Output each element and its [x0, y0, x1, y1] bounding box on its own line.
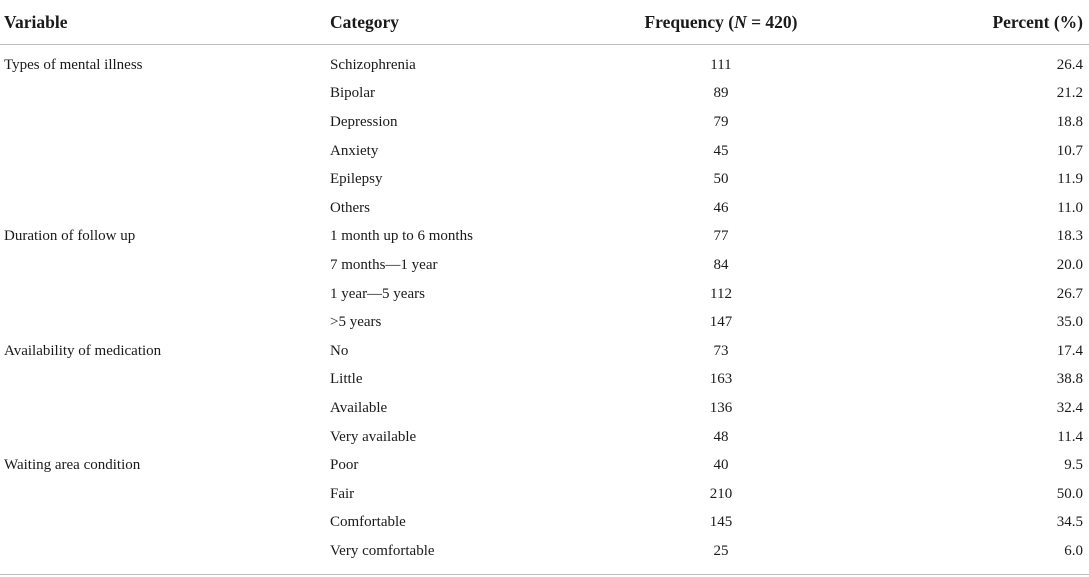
table-row: [0, 537, 1089, 566]
cell-variable: [0, 280, 330, 309]
table-row: [0, 165, 1089, 194]
cell-percent: 38.8: [1056, 371, 1083, 388]
cell-frequency: 77: [713, 228, 729, 245]
cell-variable: Waiting area condition: [4, 457, 141, 474]
cell-category: 1 month up to 6 months: [330, 228, 473, 245]
cell-variable: [0, 509, 330, 538]
cell-category: Poor: [330, 457, 359, 474]
cell-percent: 6.0: [1064, 542, 1083, 559]
cell-category: Fair: [330, 485, 355, 502]
cell-frequency: 84: [713, 256, 729, 273]
cell-category: Schizophrenia: [330, 56, 416, 73]
header-variable: Variable: [0, 0, 330, 45]
table-row: [0, 337, 1089, 366]
cell-frequency: 46: [713, 199, 729, 216]
cell-percent: 11.9: [1057, 171, 1083, 188]
cell-frequency: 145: [709, 514, 733, 531]
table-row: [0, 108, 1089, 137]
table-row: [0, 451, 1089, 480]
cell-variable: [0, 108, 330, 137]
cell-category: No: [330, 342, 349, 359]
cell-variable: Availability of medication: [4, 342, 162, 359]
table-row: [0, 45, 1089, 80]
table-bottom-rule: [0, 574, 1089, 575]
cell-frequency: 40: [713, 457, 729, 474]
cell-percent: 21.2: [1056, 85, 1083, 102]
cell-percent: 50.0: [1056, 485, 1083, 502]
table-row: [0, 280, 1089, 309]
table-body: [0, 45, 1089, 566]
cell-category: Little: [330, 371, 363, 388]
table-row: [0, 223, 1089, 252]
cell-percent: 17.4: [1056, 342, 1083, 359]
cell-frequency: 73: [713, 342, 729, 359]
cell-variable: Types of mental illness: [4, 56, 143, 73]
cell-percent: 32.4: [1056, 399, 1083, 416]
cell-percent: 9.5: [1064, 457, 1083, 474]
cell-category: Depression: [330, 113, 398, 130]
cell-percent: 11.4: [1057, 428, 1083, 445]
header-frequency-suffix: = 420): [746, 11, 798, 32]
cell-frequency: 50: [713, 171, 729, 188]
cell-frequency: 112: [710, 285, 732, 302]
header-category: Category: [330, 0, 588, 45]
cell-percent: 11.0: [1057, 199, 1083, 216]
table-header-row: [0, 0, 1089, 45]
cell-variable: Duration of follow up: [4, 228, 136, 245]
cell-category: Very comfortable: [330, 542, 435, 559]
cell-variable: [0, 394, 330, 423]
cell-category: Anxiety: [330, 142, 379, 159]
table-row: [0, 423, 1089, 452]
cell-category: Comfortable: [330, 514, 406, 531]
cell-variable: [0, 165, 330, 194]
cell-percent: 26.4: [1056, 56, 1083, 73]
cell-frequency: 89: [713, 85, 729, 102]
cell-category: Very available: [330, 428, 417, 445]
cell-variable: [0, 308, 330, 337]
cell-frequency: 45: [713, 142, 729, 159]
cell-category: >5 years: [330, 314, 382, 331]
cell-percent: 34.5: [1056, 514, 1083, 531]
cell-variable: [0, 366, 330, 395]
table-row: [0, 394, 1089, 423]
cell-percent: 26.7: [1056, 285, 1083, 302]
cell-frequency: 163: [709, 371, 733, 388]
cell-variable: [0, 137, 330, 166]
cell-frequency: 79: [713, 113, 729, 130]
cell-percent: 18.8: [1056, 113, 1083, 130]
cell-percent: 18.3: [1056, 228, 1083, 245]
cell-percent: 35.0: [1056, 314, 1083, 331]
cell-percent: 10.7: [1056, 142, 1083, 159]
table-row: [0, 194, 1089, 223]
header-percent: Percent (%): [854, 0, 1089, 45]
cell-frequency: 147: [709, 314, 733, 331]
cell-frequency: 210: [709, 485, 733, 502]
table-row: [0, 251, 1089, 280]
header-frequency-n: N: [734, 11, 747, 32]
cell-variable: [0, 251, 330, 280]
cell-variable: [0, 80, 330, 109]
table-row: [0, 80, 1089, 109]
cell-category: 7 months—1 year: [330, 256, 438, 273]
cell-category: Available: [330, 399, 388, 416]
cell-category: Others: [330, 199, 370, 216]
cell-category: 1 year—5 years: [330, 285, 425, 302]
table-row: [0, 137, 1089, 166]
table-row: [0, 509, 1089, 538]
cell-variable: [0, 537, 330, 566]
cell-variable: [0, 423, 330, 452]
cell-frequency: 136: [709, 399, 733, 416]
table-row: [0, 366, 1089, 395]
table-row: [0, 308, 1089, 337]
cell-category: Epilepsy: [330, 171, 383, 188]
cell-variable: [0, 480, 330, 509]
cell-frequency: 111: [710, 56, 732, 73]
table-row: [0, 480, 1089, 509]
header-frequency: [588, 0, 854, 45]
cell-category: Bipolar: [330, 85, 375, 102]
cell-frequency: 25: [713, 542, 729, 559]
cell-percent: 20.0: [1056, 256, 1083, 273]
cell-frequency: 48: [713, 428, 729, 445]
header-frequency-prefix: Frequency (: [644, 11, 735, 32]
cell-variable: [0, 194, 330, 223]
